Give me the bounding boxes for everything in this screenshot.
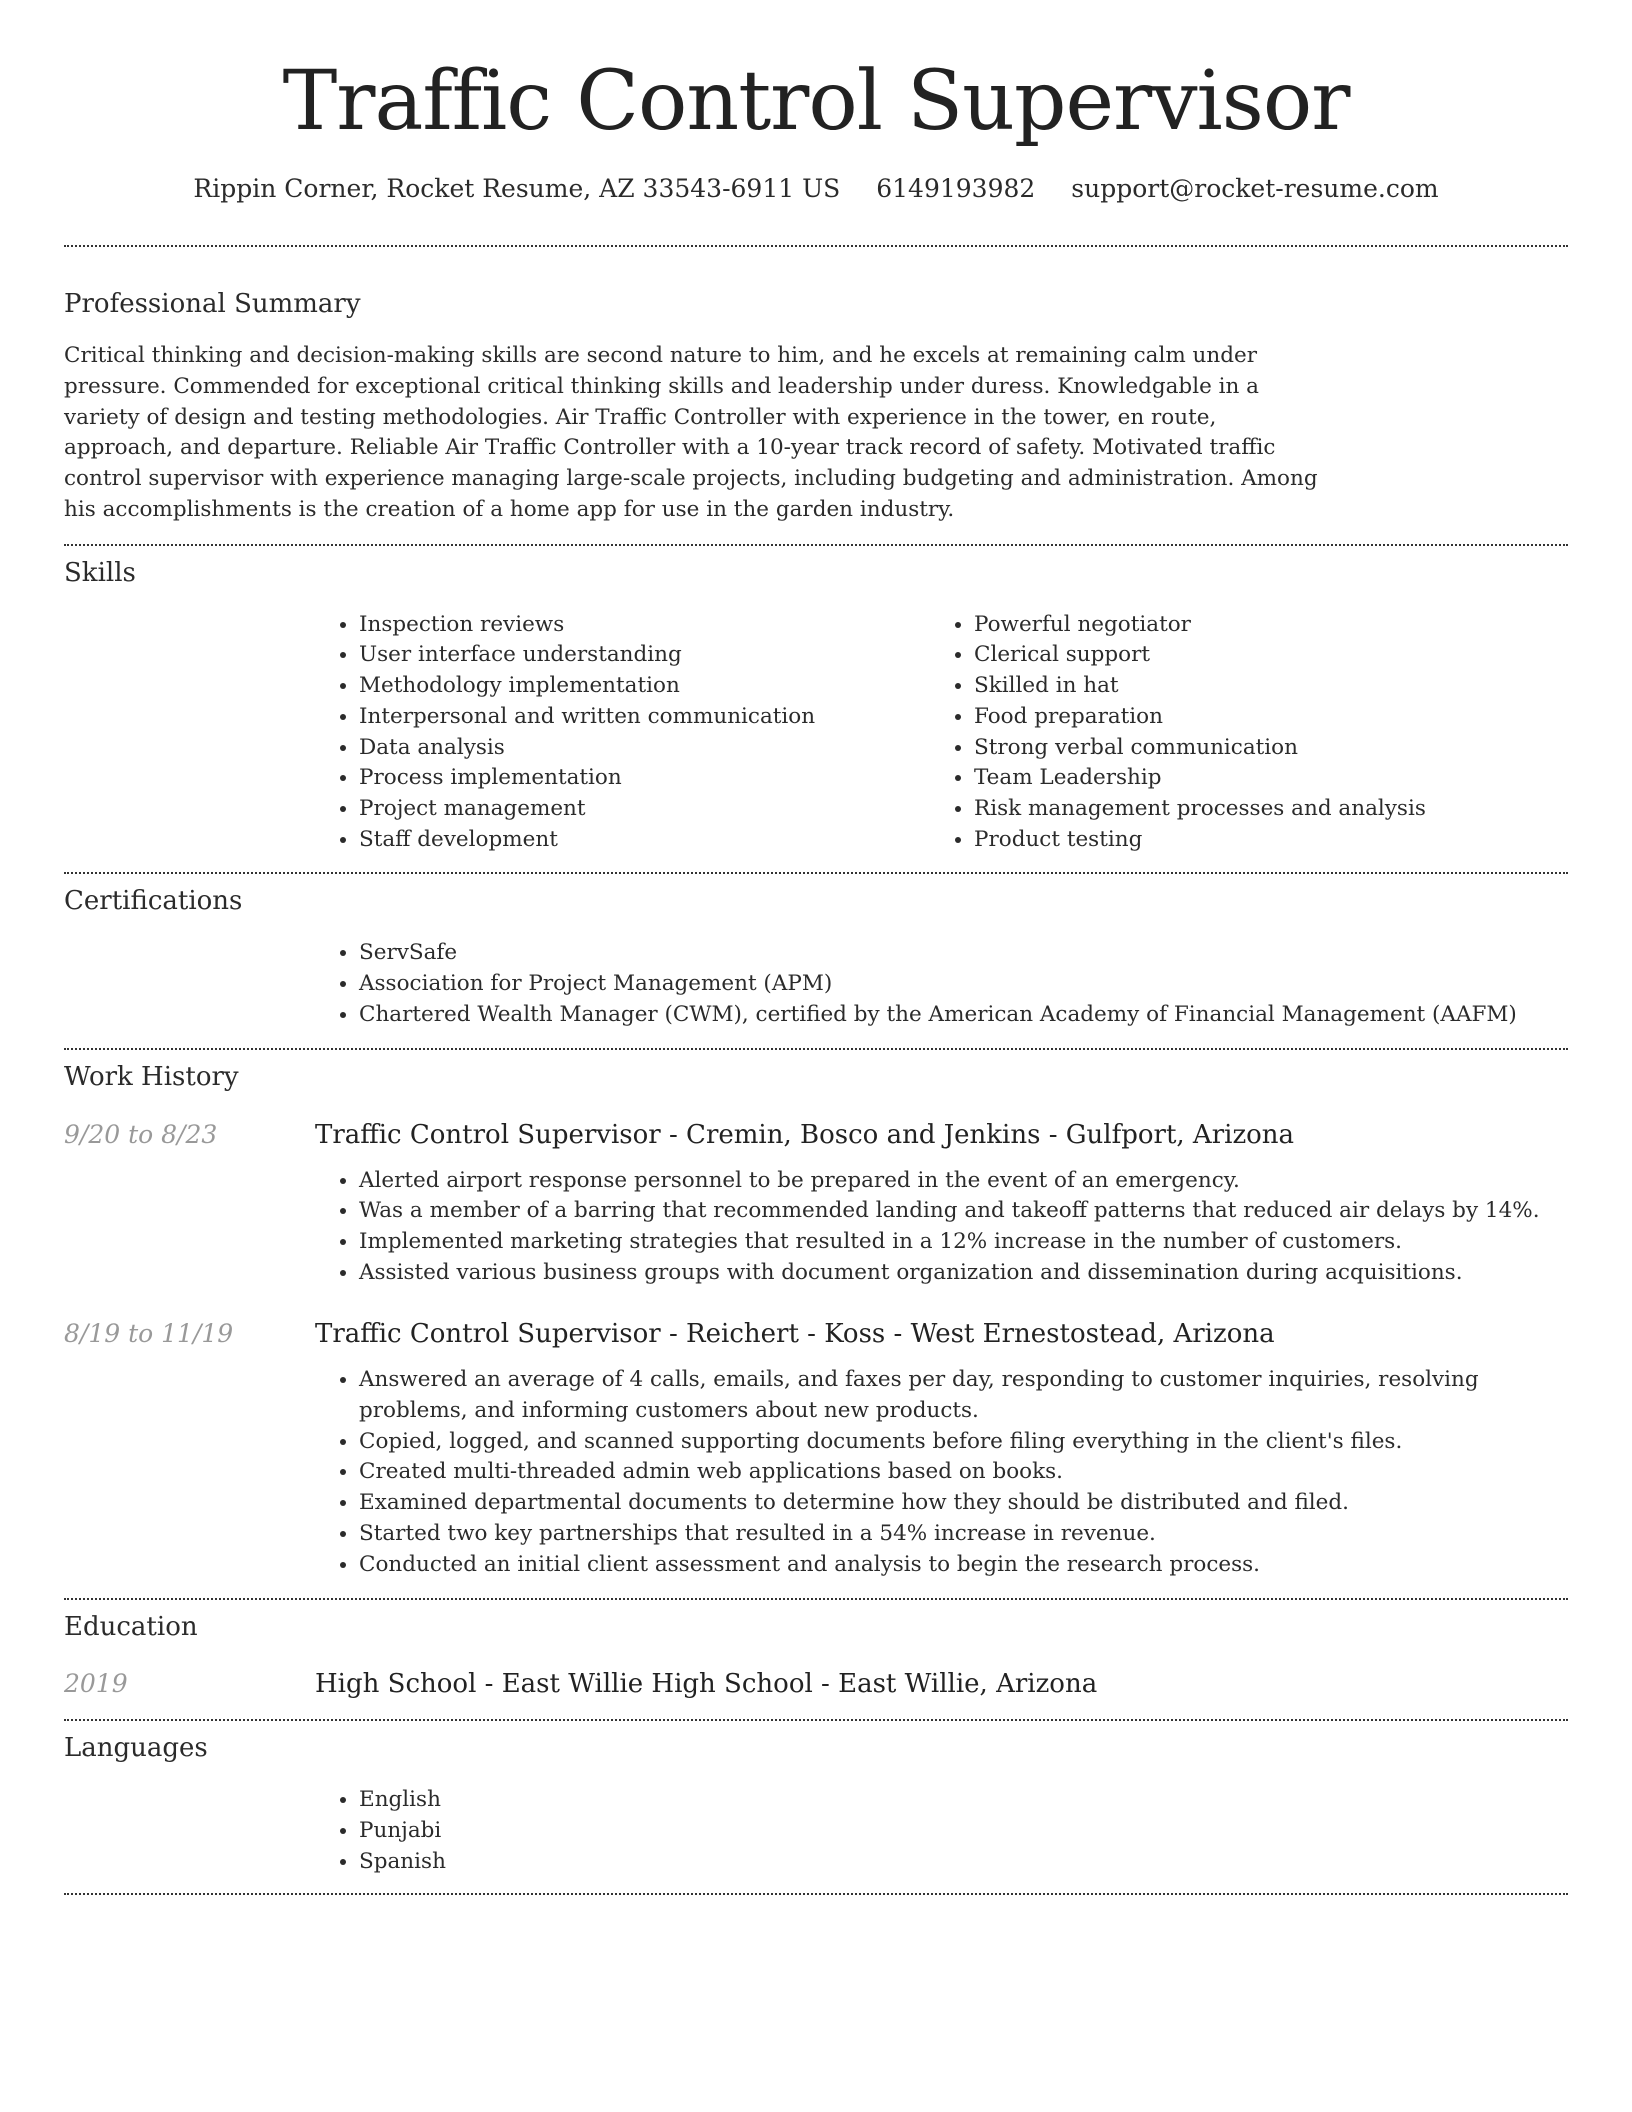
job-heading: Traffic Control Supervisor - Cremin, Bosco and Jenkins - Gulfport, Arizona	[315, 1119, 1295, 1150]
job-bullet: • Started two key partnerships that resulted in a 54% increase in revenue.	[359, 1519, 1575, 1550]
skill-item: • Risk management processes and analysis	[974, 794, 1545, 825]
job-bullet: • Answered an average of 4 calls, emails, and faxes per day, responding to customer inquiries, resolving problems, and informing customers about new products.	[359, 1365, 1575, 1426]
skill-item: • Inspection reviews	[359, 610, 930, 641]
summary-title: Professional Summary	[64, 289, 361, 319]
section-divider	[64, 245, 1568, 247]
section-divider	[64, 872, 1568, 874]
skill-item: • Staff development	[359, 825, 930, 856]
certifications-title: Certifications	[64, 886, 243, 917]
job-header	[64, 1118, 1568, 1152]
job-dates: 8/19 to 11/19	[64, 1319, 234, 1349]
certification-item: • ServSafe	[359, 938, 1568, 969]
skills-column-left	[315, 610, 930, 856]
skill-item: • Process implementation	[359, 763, 930, 794]
job-bullet: • Copied, logged, and scanned supporting documents before filing everything in the client's files.	[359, 1427, 1575, 1458]
job-heading: Traffic Control Supervisor - Reichert - Koss - West Ernestostead, Arizona	[315, 1319, 1275, 1350]
work-history-title: Work History	[64, 1061, 239, 1092]
job-bullet: • Created multi-threaded admin web applications based on books.	[359, 1457, 1575, 1488]
job-bullet: • Assisted various business groups with document organization and dissemination during acquisitions.	[359, 1258, 1568, 1289]
skill-item: • Methodology implementation	[359, 671, 930, 702]
job-entry	[64, 1118, 1568, 1289]
certifications-list	[315, 938, 1568, 1030]
resume-name: Traffic Control Supervisor	[282, 54, 1350, 149]
skills-section	[64, 556, 1568, 856]
job-bullet: • Alerted airport response personnel to be prepared in the event of an emergency.	[359, 1166, 1568, 1197]
summary-section	[64, 287, 1568, 526]
skill-item: • Strong verbal communication	[974, 733, 1545, 764]
skill-item: • Team Leadership	[974, 763, 1545, 794]
skill-item: • Data analysis	[359, 733, 930, 764]
job-bullet: • Implemented marketing strategies that resulted in a 12% increase in the number of customers.	[359, 1227, 1568, 1258]
section-divider	[64, 1048, 1568, 1050]
skills-title: Skills	[64, 557, 136, 588]
contact-line	[64, 172, 1568, 206]
skill-item: • Skilled in hat	[974, 671, 1545, 702]
skills-grid	[315, 610, 1568, 856]
job-bullet: • Examined departmental documents to determine how they should be distributed and filed.	[359, 1488, 1575, 1519]
job-header	[64, 1317, 1568, 1351]
contact-email: support@rocket-resume.com	[1071, 174, 1439, 203]
contact-phone: 6149193982	[876, 174, 1036, 203]
contact-address: Rippin Corner, Rocket Resume, AZ 33543-6911 US	[193, 174, 841, 203]
skills-column-right	[930, 610, 1545, 856]
job-bullets	[315, 1365, 1575, 1580]
section-divider	[64, 1598, 1568, 1600]
section-divider	[64, 544, 1568, 546]
skill-item: • User interface understanding	[359, 640, 930, 671]
education-section	[64, 1610, 1568, 1701]
job-bullets	[315, 1166, 1568, 1289]
language-item: • Punjabi	[359, 1816, 1568, 1847]
languages-section	[64, 1731, 1568, 1877]
language-item: • English	[359, 1785, 1568, 1816]
section-divider	[64, 1893, 1568, 1895]
education-title: Education	[64, 1612, 198, 1643]
education-heading: High School - East Willie High School - East Willie, Arizona	[315, 1669, 1098, 1700]
skill-item: • Powerful negotiator	[974, 610, 1545, 641]
job-entry	[64, 1317, 1568, 1580]
education-entry	[64, 1667, 1568, 1701]
certifications-section	[64, 884, 1568, 1030]
job-dates: 9/20 to 8/23	[64, 1119, 218, 1149]
skill-item: • Food preparation	[974, 702, 1545, 733]
skill-item: • Clerical support	[974, 640, 1545, 671]
languages-title: Languages	[64, 1733, 208, 1764]
skill-item: • Product testing	[974, 825, 1545, 856]
summary-text: Critical thinking and decision-making skills are second nature to him, and he excels at remaining calm under pressure. Commended for exceptional critical thinking skills and leadership under duress. Knowledgable in a variety of design and testing methodologies. Air Traffic Controller with experience in the tower, en route, approach, and departure. Reliable Air Traffic Controller with a 10-year track record of safety. Motivated traffic control supervisor with experience managing large-scale projects, including budgeting and administration. Among his accomplishments is the creation of a home app for use in the garden industry.	[64, 343, 1318, 522]
skill-item: • Interpersonal and written communication	[359, 702, 930, 733]
job-bullet: • Was a member of a barring that recommended landing and takeoff patterns that reduced air delays by 14%.	[359, 1196, 1568, 1227]
resume-page	[64, 0, 1568, 1895]
education-year: 2019	[64, 1669, 128, 1699]
languages-list	[315, 1785, 1568, 1877]
job-bullet: • Conducted an initial client assessment and analysis to begin the research process.	[359, 1550, 1575, 1581]
skill-item: • Project management	[359, 794, 930, 825]
certification-item: • Chartered Wealth Manager (CWM), certified by the American Academy of Financial Management (AAFM)	[359, 1000, 1568, 1031]
section-divider	[64, 1719, 1568, 1721]
work-history-section	[64, 1060, 1568, 1581]
certification-item: • Association for Project Management (APM)	[359, 969, 1568, 1000]
language-item: • Spanish	[359, 1847, 1568, 1878]
